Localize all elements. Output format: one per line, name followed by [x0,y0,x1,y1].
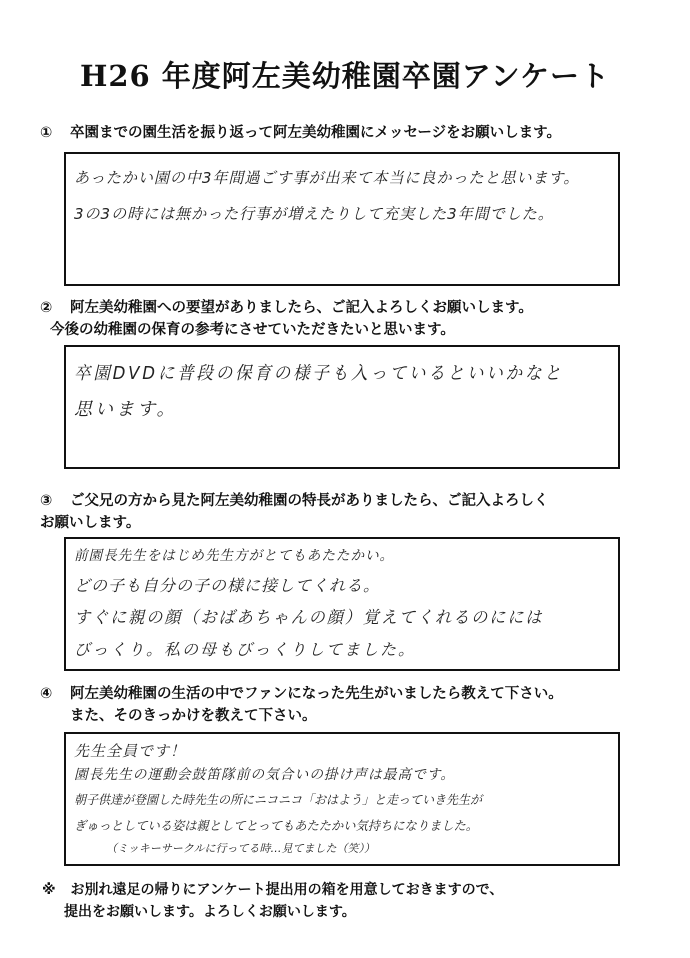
handwritten-line: 3の3の時には無かった行事が増えたりして充実した3年間でした。 [74,205,554,223]
handwritten-line: びっくり。私の母もびっくりしてました。 [74,640,417,659]
handwritten-line: 前園長先生をはじめ先生方がとてもあたたかい。 [74,548,395,564]
question-1 [40,122,660,144]
answer-box-3 [64,537,620,671]
question-2 [40,297,660,341]
handwritten-line: 園長先生の運動会鼓笛隊前の気合いの掛け声は最高です。 [74,767,456,783]
question-text: 阿左美幼稚園の生活の中でファンになった先生がいましたら教えて下さい。 [70,686,563,702]
question-text-line2: また、そのきっかけを教えて下さい。 [70,708,317,724]
question-3 [40,490,660,534]
footer-note [42,879,662,923]
answer-box-2 [64,345,620,469]
handwritten-line: どの子も自分の子の様に接してくれる。 [74,576,381,595]
page-title: H26 年度阿左美幼稚園卒園アンケート [79,59,611,93]
handwritten-line: すぐに親の顔（おばあちゃんの顔）覚えてくれるのにには [74,608,544,628]
note-mark: ※ [42,882,56,898]
question-text: ご父兄の方から見た阿左美幼稚園の特長がありましたら、ご記入よろしく [70,493,549,509]
question-text: 卒園までの園生活を振り返って阿左美幼稚園にメッセージをお願いします。 [70,125,561,141]
handwritten-line: 朝子供達が登園した時先生の所にニコニコ「おはよう」と走っていき先生が [74,792,483,807]
note-text-line2: 提出をお願いします。よろしくお願いします。 [64,904,356,920]
handwritten-line: 先生全員です！ [74,742,187,760]
question-number: ③ [40,493,53,509]
question-text: 阿左美幼稚園への要望がありましたら、ご記入よろしくお願いします。 [70,300,533,316]
question-number: ④ [40,686,53,702]
question-number: ② [40,300,53,316]
question-4 [40,683,660,727]
handwritten-line: ぎゅっとしている姿は親としてとってもあたたかい気持ちになりました。 [74,818,479,833]
answer-box-4 [64,732,620,866]
handwritten-line: 思います。 [74,399,178,420]
answer-box-1 [64,152,620,286]
handwritten-line: 卒園DVDに普段の保育の様子も入っているといいかなと [74,363,564,384]
question-text-line2: お願いします。 [40,515,141,531]
handwritten-line: （ミッキーサークルに行ってる時…見てました（笑）） [106,842,375,855]
question-text-line2: 今後の幼稚園の保育の参考にさせていただきたいと思います。 [50,322,455,338]
note-text: お別れ遠足の帰りにアンケート提出用の箱を用意しておきますので、 [70,882,504,898]
handwritten-line: あったかい園の中3年間過ごす事が出来て本当に良かったと思います。 [74,169,580,187]
question-number: ① [40,125,53,141]
